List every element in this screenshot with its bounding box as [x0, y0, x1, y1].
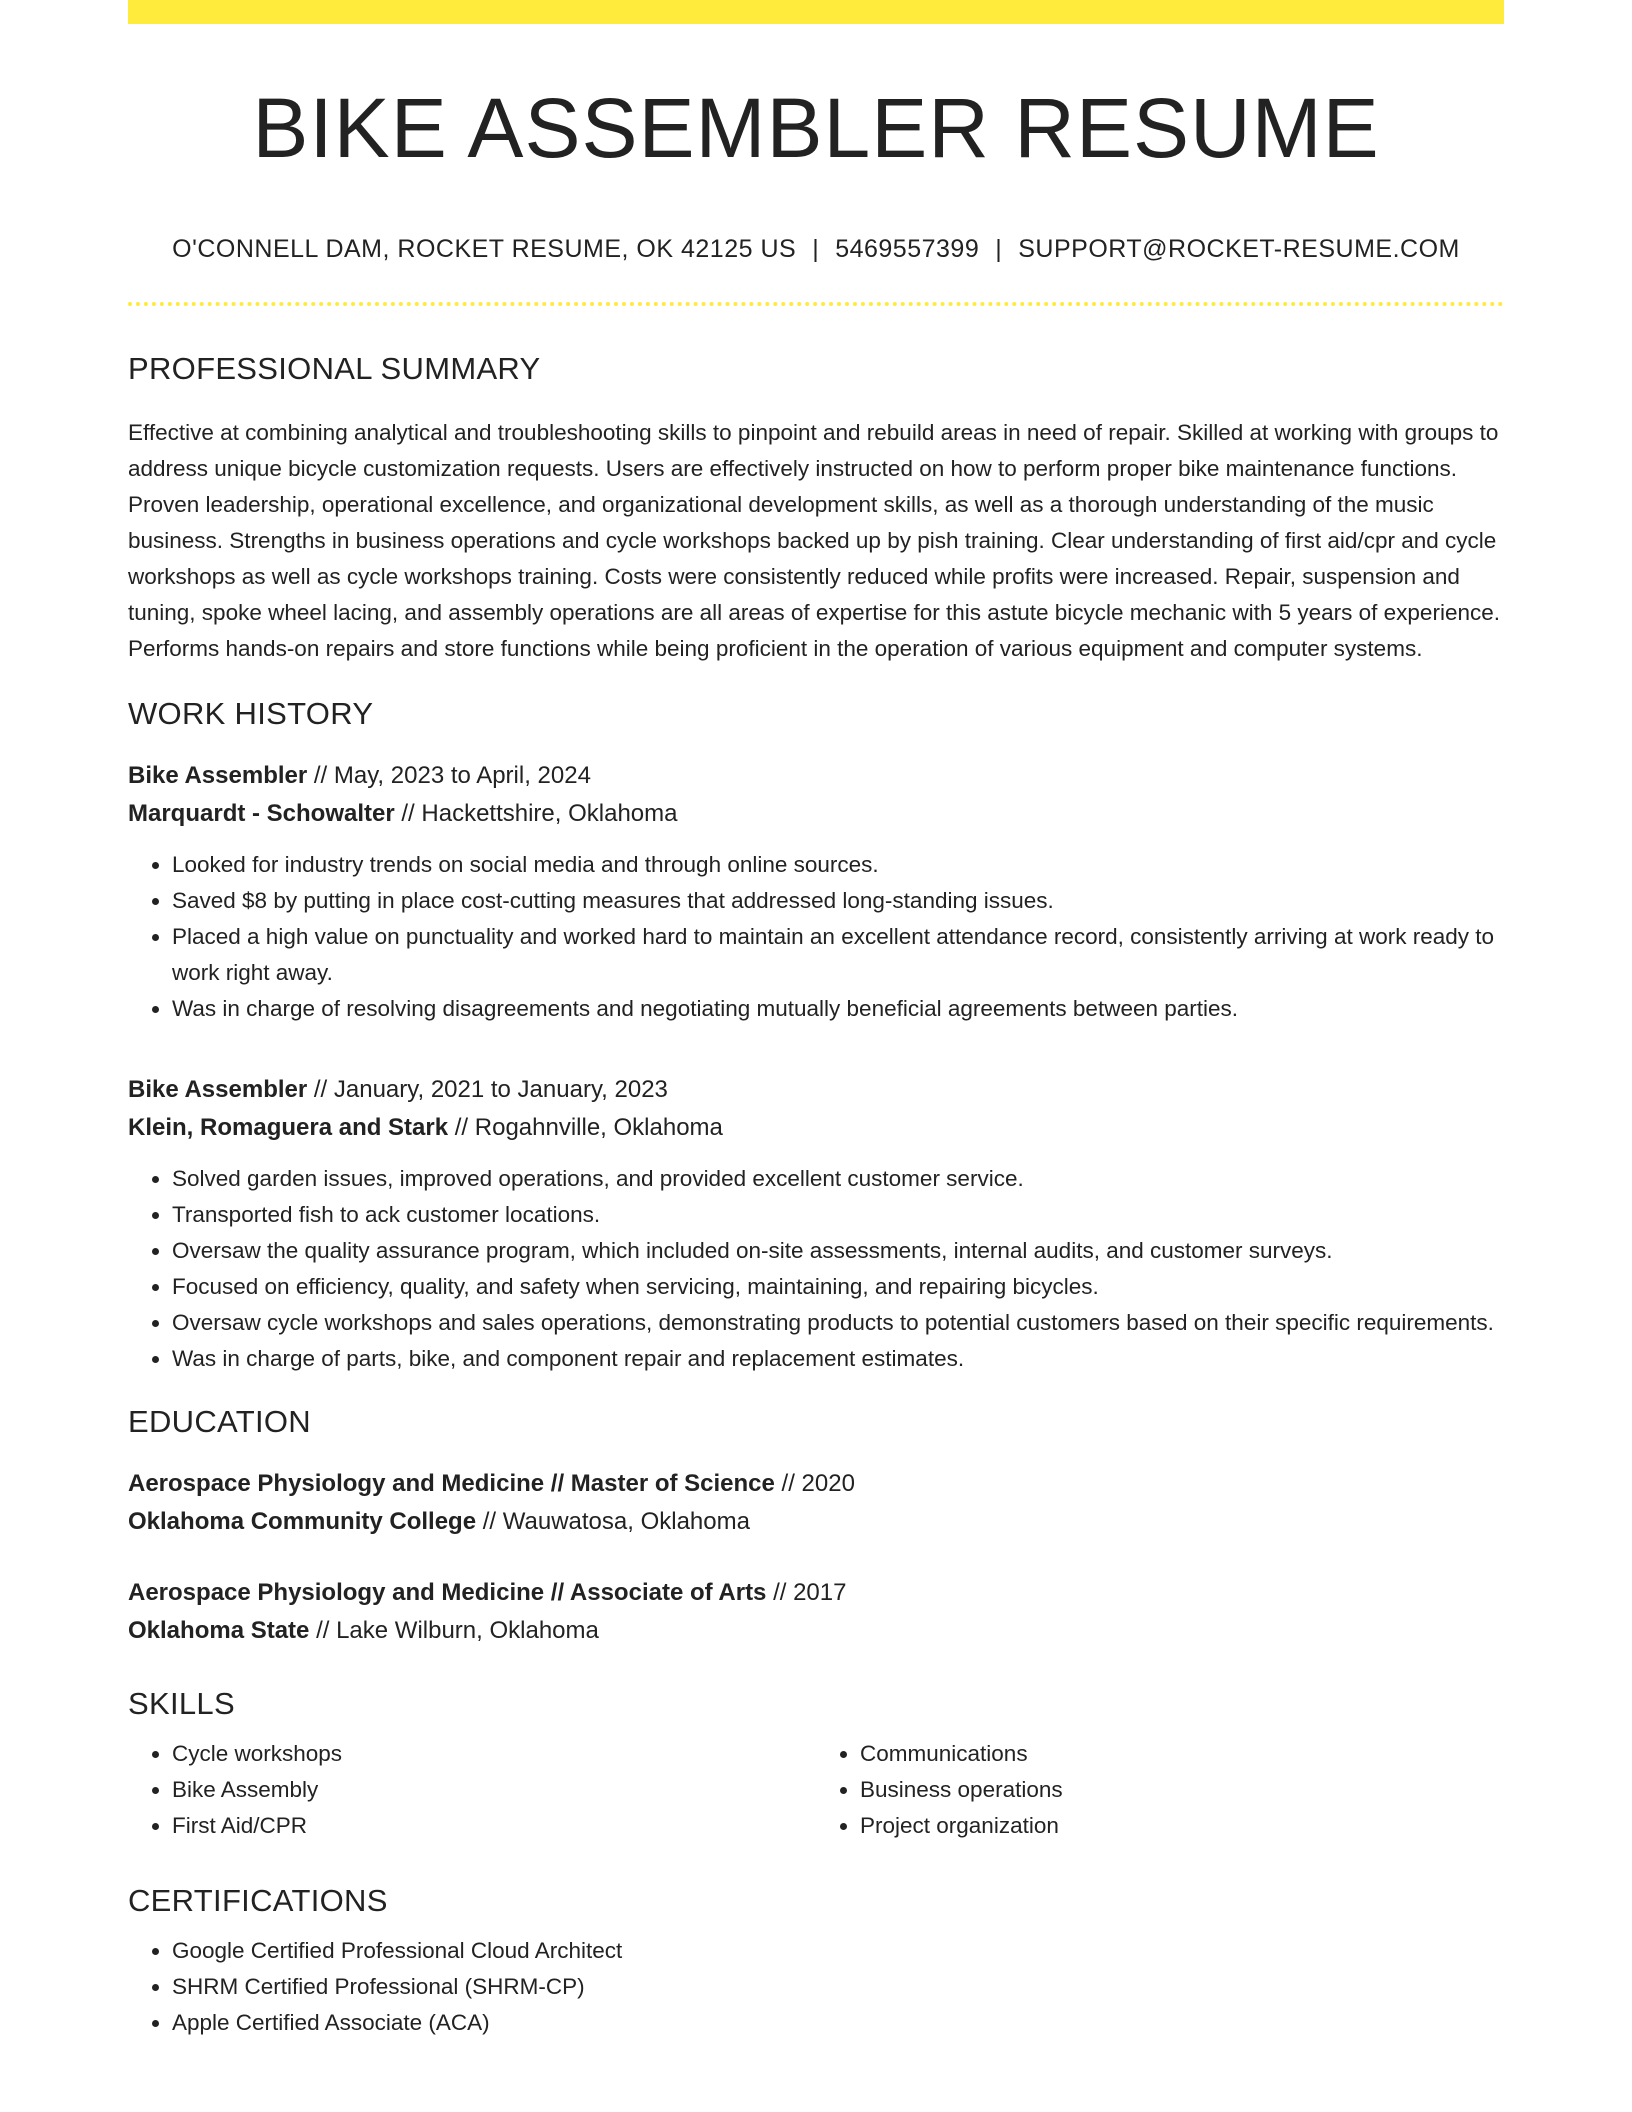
contact-address: O'CONNELL DAM, ROCKET RESUME, OK 42125 US [172, 235, 797, 263]
education-year: // 2020 [774, 1469, 855, 1497]
contact-email: SUPPORT@ROCKET-RESUME.COM [1018, 235, 1460, 263]
education-school: Oklahoma State [128, 1616, 310, 1644]
skills-list-right [816, 1736, 1504, 1844]
job-bullets [128, 847, 1504, 1027]
contact-phone: 5469557399 [835, 235, 980, 263]
education-degree-line [128, 1574, 1504, 1612]
education-location: // Lake Wilburn, Oklahoma [309, 1616, 599, 1644]
job-bullet: • Was in charge of resolving disagreements and negotiating mutually beneficial agreements between parties. [172, 991, 1504, 1027]
contact-separator: | [812, 235, 820, 263]
skills-columns [128, 1736, 1504, 1844]
job-dates: // January, 2021 to January, 2023 [307, 1076, 668, 1104]
section-title-certifications: CERTIFICATIONS [128, 1882, 388, 1918]
education-degree: Aerospace Physiology and Medicine // Master of Science [128, 1469, 775, 1497]
job-bullet: • Was in charge of parts, bike, and component repair and replacement estimates. [172, 1341, 1504, 1377]
job-bullet: • Focused on efficiency, quality, and safety when servicing, maintaining, and repairing bicycles. [172, 1269, 1504, 1305]
education-entry [128, 1574, 1504, 1650]
job-bullet: • Looked for industry trends on social media and through online sources. [172, 847, 1504, 883]
education-degree: Aerospace Physiology and Medicine // Associate of Arts [128, 1578, 767, 1606]
job-role: Bike Assembler [128, 1076, 308, 1104]
job-location: // Hackettshire, Oklahoma [394, 800, 678, 828]
job-bullet: • Oversaw cycle workshops and sales operations, demonstrating products to potential customers based on their specific requirements. [172, 1305, 1504, 1341]
job-dates: // May, 2023 to April, 2024 [307, 762, 591, 790]
section-title-education: EDUCATION [128, 1404, 311, 1440]
certification-item: • Google Certified Professional Cloud Architect [172, 1933, 1504, 1969]
education-degree-line [128, 1465, 1504, 1503]
education-location: // Wauwatosa, Oklahoma [476, 1507, 750, 1535]
skill-item: • Business operations [860, 1772, 1504, 1808]
education-school: Oklahoma Community College [128, 1507, 477, 1535]
certification-item: • Apple Certified Associate (ACA) [172, 2005, 1504, 2041]
job-bullet: • Solved garden issues, improved operations, and provided excellent customer service. [172, 1161, 1504, 1197]
accent-top-bar [128, 0, 1504, 24]
skill-item: • Communications [860, 1736, 1504, 1772]
education-school-line [128, 1503, 1504, 1541]
job-bullets [128, 1161, 1504, 1377]
education-entry [128, 1465, 1504, 1541]
job-company: Marquardt - Schowalter [128, 800, 395, 828]
education-school-line [128, 1612, 1504, 1650]
job-role-line [128, 1071, 1504, 1109]
dotted-divider [128, 302, 1504, 306]
section-title-skills: SKILLS [128, 1685, 235, 1721]
job-entry [128, 757, 1504, 1027]
job-bullet: • Transported fish to ack customer locations. [172, 1197, 1504, 1233]
education-year: // 2017 [766, 1578, 847, 1606]
skills-list-left [128, 1736, 816, 1844]
section-title-summary: PROFESSIONAL SUMMARY [128, 351, 541, 386]
job-company-line [128, 795, 1504, 833]
resume-title: BIKE ASSEMBLER RESUME [252, 81, 1380, 175]
certification-item: • SHRM Certified Professional (SHRM-CP) [172, 1969, 1504, 2005]
skill-item: • Project organization [860, 1808, 1504, 1844]
job-location: // Rogahnville, Oklahoma [448, 1114, 723, 1142]
skill-item: • Bike Assembly [172, 1772, 816, 1808]
job-role-line [128, 757, 1504, 795]
section-title-work-history: WORK HISTORY [128, 696, 374, 732]
resume-page [128, 0, 1504, 2041]
job-entry [128, 1071, 1504, 1377]
certifications-list [128, 1933, 1504, 2041]
job-role: Bike Assembler [128, 762, 308, 790]
job-bullet: • Saved $8 by putting in place cost-cutting measures that addressed long-standing issues. [172, 883, 1504, 919]
job-bullet: • Placed a high value on punctuality and worked hard to maintain an excellent attendance record, consistently arriving at work ready to work right away. [172, 919, 1504, 991]
job-company: Klein, Romaguera and Stark [128, 1114, 449, 1142]
skill-item: • First Aid/CPR [172, 1808, 816, 1844]
skill-item: • Cycle workshops [172, 1736, 816, 1772]
contact-separator: | [995, 235, 1003, 263]
contact-line [128, 235, 1504, 264]
job-bullet: • Oversaw the quality assurance program, which included on-site assessments, internal audits, and customer surveys. [172, 1233, 1504, 1269]
job-company-line [128, 1109, 1504, 1147]
summary-paragraph: Effective at combining analytical and troubleshooting skills to pinpoint and rebuild areas in need of repair. Skilled at working with groups to address unique bicycle customization requests. Users are effectively instructed on how to perform proper bike maintenance functions. Proven leadership, operational excellence, and organizational development skills, as well as a thorough understanding of the music business. Strengths in business operations and cycle workshops backed up by pish training. Clear understanding of first aid/cpr and cycle workshops as well as cycle workshops training. Costs were consistently reduced while profits were increased. Repair, suspension and tuning, spoke wheel lacing, and assembly operations are all areas of expertise for this astute bicycle mechanic with 5 years of experience. Performs hands-on repairs and store functions while being proficient in the operation of various equipment and computer systems. [128, 420, 1500, 662]
